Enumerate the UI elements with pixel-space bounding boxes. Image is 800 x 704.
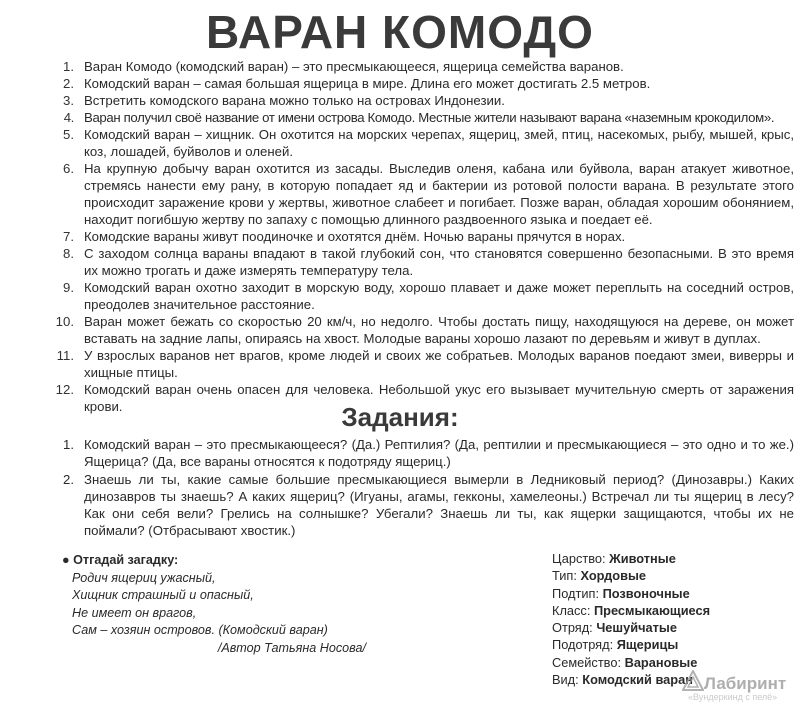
taxonomy-label: Вид:	[552, 672, 579, 688]
taxonomy-row	[552, 550, 792, 567]
taxonomy-label: Семейство:	[552, 654, 622, 670]
fact-text: Комодский варан очень опасен для человека. Небольшой укус его вызывает мучительную смерть от заражения крови.	[84, 382, 794, 414]
riddle-line: Хищник страшный и опасный,	[72, 588, 254, 602]
task-number: 2.	[63, 472, 74, 487]
taxonomy-row	[552, 636, 792, 653]
fact-number: 9.	[63, 280, 74, 295]
taxonomy-value: Животные	[609, 551, 676, 566]
fact-number: 4.	[63, 110, 74, 125]
fact-item	[48, 313, 794, 347]
fact-item	[48, 279, 794, 313]
watermark-subtext: «Вундеркинд с пелё»	[688, 692, 778, 702]
fact-number: 7.	[63, 229, 74, 244]
taxonomy-label: Тип:	[552, 568, 577, 584]
fact-text: Варан Комодо (комодский варан) – это пресмыкающееся, ящерица семейства варанов.	[84, 59, 624, 74]
taxonomy-label: Подтип:	[552, 585, 599, 601]
task-item	[48, 471, 794, 539]
taxonomy-label: Класс:	[552, 602, 591, 618]
fact-number: 6.	[63, 161, 74, 176]
fact-item	[48, 109, 794, 126]
fact-number: 12.	[55, 382, 74, 397]
taxonomy-label: Царство:	[552, 551, 606, 566]
fact-item	[48, 160, 794, 228]
taxonomy-label: Подотряд:	[552, 637, 614, 653]
taxonomy-value: Варановые	[624, 654, 698, 670]
fact-number: 3.	[63, 93, 74, 108]
task-text: Знаешь ли ты, какие самые большие пресмыкающиеся вымерли в Ледниковый период? (Динозавры.) Каких динозавров ты знаешь? А каких ящериц? (Игуаны, агамы, гекконы, хамелеоны.) Встречал ли ты ящериц в лесу? Как они себя вели? Грелись на солнышке? Убегали? Знаешь ли ты, как ящерки защищаются, чтобы их не поймали? (Отбрасывают хвостик.)	[84, 472, 794, 538]
taxonomy-row	[552, 619, 792, 636]
fact-text: Комодские вараны живут поодиночке и охотятся днём. Ночью вараны прячутся в норах.	[84, 229, 626, 244]
fact-item	[48, 245, 794, 279]
taxonomy-value: Чешуйчатые	[596, 620, 677, 636]
tasks-heading: Задания:	[341, 402, 459, 432]
riddle-line: Родич ящериц ужасный,	[72, 570, 216, 585]
fact-text: У взрослых варанов нет врагов, кроме людей и своих же собратьев. Молодых варанов поедают змеи, виверры и хищные птицы.	[84, 348, 794, 380]
fact-item	[48, 347, 794, 381]
task-number: 1.	[63, 437, 74, 452]
taxonomy-value: Ящерицы	[616, 637, 679, 653]
taxonomy-row	[552, 567, 792, 584]
fact-text: Комодский варан – самая большая ящерица в мире. Длина его может достигать 2.5 метров.	[84, 76, 651, 91]
fact-text: С заходом солнца вараны впадают в такой глубокий сон, что становятся совершенно безопасными. В это время их можно трогать и даже измерять температуру тела.	[84, 246, 794, 278]
fact-item	[48, 126, 794, 160]
riddle-title: ● Отгадай загадку:	[62, 553, 179, 567]
fact-number: 11.	[56, 348, 74, 363]
fact-item	[48, 228, 794, 245]
riddle-line: Сам – хозяин островов. (Комодский варан)	[72, 623, 328, 637]
fact-text: Комодский варан – хищник. Он охотится на морских черепах, ящериц, змей, птиц, насекомых, рыбу, мышей, крыс, коз, лошадей, буйволов и оленей.	[84, 127, 794, 159]
fact-text: На крупную добычу варан охотится из засады. Выследив оленя, кабана или буйвола, варан атакует животное, стремясь нанести ему рану, в которую попадает яд и бактерии из ротовой полости варана. В результате этого происходит заражение крови у жертвы, животное слабеет и погибает. Позже варан, обладая хорошим обонянием, находит погибшую жертву по запаху с помощью длинного раздвоенного языка и поедает её.	[84, 161, 794, 227]
page-title: ВАРАН КОМОДО	[206, 6, 594, 58]
riddle-block	[62, 552, 382, 657]
riddle-author: /Автор Татьяна Носова/	[217, 640, 366, 655]
taxonomy-label: Отряд:	[552, 620, 593, 636]
fact-number: 2.	[63, 76, 74, 91]
taxonomy-value: Пресмыкающиеся	[593, 602, 711, 618]
watermark-text: Лабиринт	[704, 674, 787, 693]
fact-item	[48, 92, 794, 109]
taxonomy-value: Позвоночные	[602, 585, 690, 601]
taxonomy-row	[552, 585, 792, 602]
taxonomy-value: Хордовые	[580, 568, 646, 584]
taxonomy-row	[552, 602, 792, 619]
fact-text: Встретить комодского варана можно только на островах Индонезии.	[84, 93, 505, 108]
fact-number: 8.	[63, 246, 74, 261]
riddle-line: Не имеет он врагов,	[72, 605, 197, 620]
taxonomy-value: Комодский варан	[582, 672, 693, 688]
fact-number: 5.	[63, 127, 74, 142]
fact-number: 1.	[63, 59, 74, 74]
fact-text: Варан получил своё название от имени острова Комодо. Местные жители называют варана «наземным крокодилом».	[84, 110, 775, 125]
watermark	[680, 668, 800, 704]
task-text: Комодский варан – это пресмыкающееся? (Да.) Рептилия? (Да, рептилии и пресмыкающиеся – это одно и то же.) Ящерица? (Да, все вараны относятся к подотряду ящериц.)	[84, 437, 794, 469]
tasks-list	[48, 436, 794, 540]
fact-text: Комодский варан охотно заходит в морскую воду, хорошо плавает и даже может переплыть на соседний остров, преодолев значительное расстояние.	[84, 280, 794, 312]
task-item	[48, 436, 794, 470]
fact-text: Варан может бежать со скоростью 20 км/ч, но недолго. Чтобы достать пищу, находящуюся на дереве, он может вставать на задние лапы, опираясь на хвост. Молодые вараны хорошо лазают по деревьям и живут в дуплах.	[84, 314, 794, 346]
facts-list	[48, 58, 794, 415]
fact-number: 10.	[55, 314, 74, 329]
fact-item	[48, 75, 794, 92]
fact-item	[48, 58, 794, 75]
